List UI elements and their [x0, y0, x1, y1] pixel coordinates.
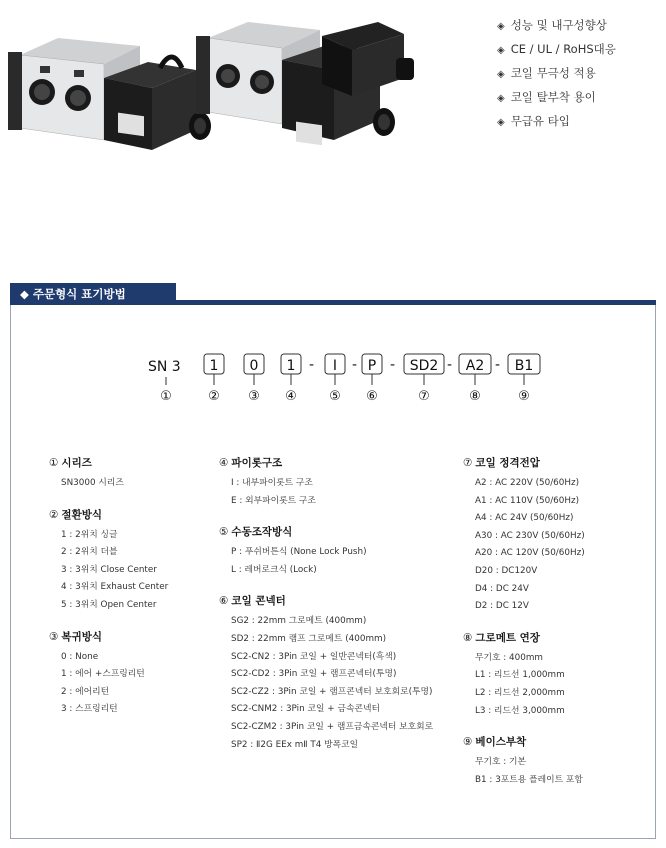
ordering-panel — [10, 305, 656, 839]
spec-column-3 — [463, 455, 585, 803]
spec-item: A1 : AC 110V (50/60Hz) — [475, 495, 580, 506]
spec-item: E : 외부파이롯트 구조 — [231, 495, 316, 506]
group-switching — [49, 507, 168, 615]
code-connector-lines — [166, 374, 524, 385]
group-return — [49, 629, 168, 719]
spec-item: 3 : 스프링리턴 — [61, 704, 118, 715]
group-number: ③ — [49, 630, 59, 643]
code-box-text: I — [332, 358, 338, 374]
spec-item: SN3000 시리즈 — [61, 478, 124, 488]
feature-item — [497, 86, 616, 110]
code-dash: - — [495, 357, 501, 373]
group-number: ⑤ — [219, 526, 229, 539]
group-title — [463, 455, 585, 470]
spec-item: B1 : 3포트용 플레이트 포함 — [475, 774, 583, 785]
spec-item: SC2-CZ2 : 3Pin 코일 + 램프콘넥터 보호회로(투명) — [231, 686, 433, 697]
order-code-diagram — [11, 305, 655, 415]
group-title-text: 베이스부착 — [475, 736, 527, 749]
code-number: ⑥ — [366, 389, 378, 404]
valve-1-image — [8, 38, 211, 150]
spec-item: 1 : 에어 +스프링리턴 — [61, 669, 145, 680]
group-series — [49, 455, 168, 493]
spec-column-2 — [219, 455, 433, 768]
spec-item: I : 내부파이롯트 구조 — [231, 478, 313, 488]
code-number: ⑤ — [329, 389, 341, 404]
code-dash: - — [447, 357, 453, 373]
spec-item: SC2-CNM2 : 3Pin 코일 + 금속콘넥터 — [231, 704, 380, 715]
spec-item: A30 : AC 230V (50/60Hz) — [475, 530, 585, 541]
spec-item: A4 : AC 24V (50/60Hz) — [475, 513, 574, 524]
spec-item: D20 : DC120V — [475, 565, 538, 576]
valve-2-image — [196, 22, 414, 145]
spec-item: L : 레버로크식 (Lock) — [231, 564, 317, 575]
spec-item: SC2-CD2 : 3Pin 코일 + 램프콘넥터(투명) — [231, 669, 397, 680]
group-number: ⑧ — [463, 631, 473, 644]
group-title-text: 그로메트 연장 — [475, 631, 540, 644]
feature-text: 코일 무극성 적용 — [510, 66, 596, 80]
diamond-bullet-icon: ◈ — [497, 93, 505, 104]
group-title-text: 수동조작방식 — [231, 526, 293, 539]
spec-item: SD2 : 22mm 램프 그로메트 (400mm) — [231, 633, 387, 644]
group-title — [49, 455, 168, 470]
group-title — [463, 734, 585, 749]
group-title — [219, 593, 433, 608]
spec-item: SP2 : Ⅱ2G EEx mⅡ T4 방폭코일 — [231, 739, 359, 750]
code-number: ⑧ — [469, 389, 481, 404]
diamond-bullet-icon: ◈ — [497, 117, 505, 128]
spec-item: 0 : None — [61, 651, 99, 662]
group-title — [219, 524, 433, 539]
code-number: ① — [160, 389, 172, 404]
spec-item: 1 : 2위치 싱글 — [61, 529, 118, 540]
group-title — [49, 507, 168, 522]
spec-item: P : 푸쉬버튼식 (None Lock Push) — [231, 547, 367, 558]
group-number: ⑨ — [463, 736, 473, 749]
code-number: ⑨ — [518, 389, 530, 404]
code-box-text: 1 — [286, 358, 296, 374]
spec-item: L3 : 리드선 3,000mm — [475, 705, 565, 716]
group-voltage — [463, 455, 585, 616]
diamond-bullet-icon: ◈ — [497, 69, 505, 80]
code-box-text: 1 — [209, 358, 219, 374]
feature-text: 무급유 타입 — [510, 114, 570, 128]
spec-item: 2 : 에어리턴 — [61, 686, 110, 697]
feature-item — [497, 14, 616, 38]
code-box-text: 0 — [249, 358, 259, 374]
group-title-text: 코일 콘넥터 — [231, 595, 286, 608]
group-connector — [219, 593, 433, 754]
code-dash: - — [390, 357, 396, 373]
spec-column-1 — [49, 455, 168, 733]
spec-item: SG2 : 22mm 그로메트 (400mm) — [231, 616, 367, 627]
feature-item — [497, 110, 616, 134]
code-box-text: A2 — [465, 358, 485, 374]
code-box-text: P — [367, 358, 377, 374]
spec-item: A2 : AC 220V (50/60Hz) — [475, 478, 580, 488]
spec-item: 5 : 3위치 Open Center — [61, 599, 157, 610]
spec-item: 4 : 3위치 Exhaust Center — [61, 582, 169, 593]
feature-text: 성능 및 내구성향상 — [510, 18, 607, 32]
group-title-text: 복귀방식 — [61, 630, 102, 643]
group-number: ① — [49, 457, 59, 469]
spec-item: D4 : DC 24V — [475, 583, 529, 594]
spec-item: 무기호 : 400mm — [475, 652, 543, 663]
group-title-text: 파이롯구조 — [231, 457, 283, 469]
group-manual — [219, 524, 433, 579]
feature-list — [497, 14, 616, 134]
product-photo — [0, 0, 440, 175]
spec-item: A20 : AC 120V (50/60Hz) — [475, 548, 585, 559]
code-dash: - — [309, 357, 315, 373]
group-title — [49, 629, 168, 644]
diamond-bullet-icon: ◈ — [497, 45, 505, 56]
feature-text: 코일 탈부착 용이 — [510, 90, 596, 104]
group-number: ⑥ — [219, 595, 229, 608]
spec-item: SC2-CZM2 : 3Pin 코일 + 램프금속콘넥터 보호회로 — [231, 721, 434, 732]
spec-item: L2 : 리드선 2,000mm — [475, 687, 565, 698]
group-number: ② — [49, 508, 59, 521]
code-number: ② — [208, 389, 220, 404]
spec-item: D2 : DC 12V — [475, 601, 529, 612]
code-dash: - — [352, 357, 358, 373]
diamond-bullet-icon: ◈ — [497, 21, 505, 32]
feature-item — [497, 38, 616, 62]
code-box-text: B1 — [514, 358, 534, 374]
code-box-text: SD2 — [409, 358, 439, 374]
group-number: ④ — [219, 457, 229, 469]
group-pilot — [219, 455, 433, 510]
spec-item: SC2-CN2 : 3Pin 코일 + 일반콘넥터(흑색) — [231, 651, 397, 662]
spec-item: L1 : 리드선 1,000mm — [475, 670, 565, 681]
code-number: ③ — [248, 389, 260, 404]
group-title-text: 시리즈 — [61, 457, 92, 469]
group-grommet — [463, 630, 585, 720]
group-base — [463, 734, 585, 789]
code-number: ⑦ — [418, 389, 430, 404]
code-number: ④ — [285, 389, 297, 404]
spec-item: 2 : 2위치 더블 — [61, 547, 118, 558]
group-title — [463, 630, 585, 645]
group-title-text: 코일 정격전압 — [475, 457, 540, 469]
spec-item: 무기호 : 기본 — [475, 757, 527, 768]
feature-text: CE / UL / RoHS대응 — [510, 42, 616, 56]
group-title — [219, 455, 433, 470]
group-number: ⑦ — [463, 457, 473, 469]
section-title: ◆ 주문형식 표기방법 — [10, 283, 176, 305]
code-prefix: SN 3 — [148, 359, 181, 375]
feature-item — [497, 62, 616, 86]
group-title-text: 절환방식 — [61, 508, 102, 521]
spec-item: 3 : 3위치 Close Center — [61, 564, 157, 575]
